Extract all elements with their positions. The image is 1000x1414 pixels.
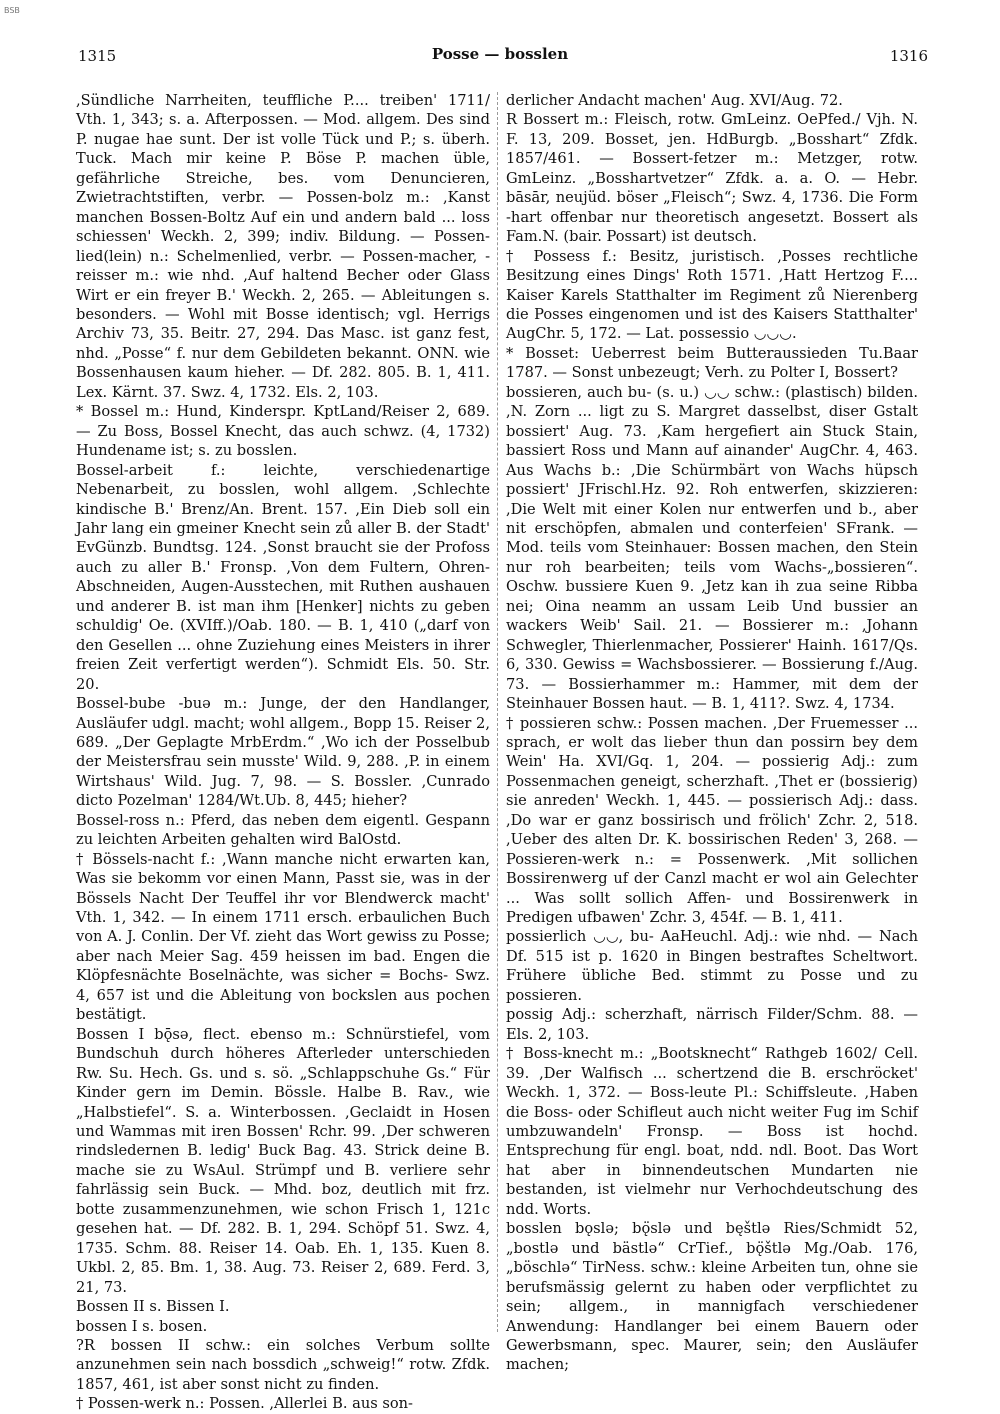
column-divider [497, 92, 498, 1332]
entry-bossieren: bossieren, auch bu- (s. u.) ◡◡ schw.: (plastisch) bilden. ,N. Zorn ... ligt zu S. Margret dasselbst, diser Gstalt bossiert' Aug. 73. ,Kam hergefiert ain Stuck Stain, bassiert Ross und Mann auf ainander' AugChr. 4, 463. Aus Wachs b.: ,Die Schürmbärt von Wachs hüpsch possiert' JFrischl.Hz. 92. Roh entwerfen, skizzieren: ,Die Welt mit einer Kolen nur entwerfen und b., aber nit erschöpfen, abmalen und conterfeien' SFrank. — Mod. teils vom Steinhauer: Bossen machen, den Stein nur roh bearbeiten; teils vom Wachs-„bossieren“. Oschw. bussiere Kuen 9. ,Jetz kan ih zua seine Ribba nei; Oina neamm an ussam Leib Und bussier an wackers Weib' Sail. 21. — Bossierer m.: ,Johann Schwegler, Thierlenmacher, Possierer' Hainh. 1617/Qs. 6, 330. Gewiss = Wachsbossierer. — Bossierung f./Aug. 73. — Bossierhammer m.: Hammer, mit dem der Steinhauer Bossen haut. — B. 1, 411?. Swz. 4, 1734. [506, 383, 918, 713]
page-number-right: 1316 [889, 47, 928, 65]
entry-bossel: * Bossel m.: Hund, Kinderspr. KptLand/Reiser 2, 689. — Zu Boss, Bossel Knecht, das auch schwz. (4, 1732) Hundename ist; s. zu bosslen. [76, 403, 490, 460]
left-column [76, 91, 490, 1413]
entry-boss-knecht: † Boss-knecht m.: „Bootsknecht“ Rathgeb 1602/ Cell. 39. ,Der Walfisch ... schertzend die B. erschröcket' Weckh. 1, 372. — Boss-leute Pl.: Schiffsleute. ,Haben die Boss- oder Schifleut auch nicht weiter Fug im Schif umbzuwandeln' Fronsp. — Boss ist hochd. Entsprechung für engl. boat, ndd. ndl. Boot. Das Wort hat aber in binnendeutschen Mundarten nie bestanden, ist vielmehr nur Verhochdeutschung des ndd. Worts. [506, 1045, 918, 1218]
entry-bossel-arbeit: Bossel-arbeit f.: leichte, verschiedenartige Nebenarbeit, zu bosslen, wohl allgem. ,Schlechte kindische B.' Brenz/An. Brent. 157. ,Ein Dieb soll ein Jahr lang ein gmeiner Knecht sein zů aller B. der Stadt' EvGünzb. Bundtsg. 124. ,Sonst braucht sie der Profoss auch zu aller B.' Fronsp. ,Von dem Fultern, Ohren-Abschneiden, Augen-Ausstechen, mit Ruthen aushauen und anderer B. ist man ihm [Henker] nichts zu geben schuldig' Oe. (XVIff.)/Oab. 180. — B. 1, 410 („darf von den Gesellen ... ohne Zuziehung eines Meisters in ihrer freien Zeit verfertigt werden“). Schmidt Els. 50. Str. 20. [76, 461, 490, 693]
entry-boessels-nacht: † Bössels-nacht f.: ,Wann manche nicht erwarten kan, Was sie bekomm vor einen Mann, Passt sie, was in der Bössels Nacht Der Teuffel ihr vor Blendwerck macht' Vth. 1, 342. — In einem 1711 ersch. erbaulichen Buch von A. J. Conlin. Der Vf. zieht das Wort gewiss zu Posse; aber nach Meier Sag. 459 heissen im bad. Engen die Klöpfesnächte Boselnächte, was sicher = Bochs- Swz. 4, 657 ist und die Ableitung von bockslen aus pochen bestätigt. [76, 850, 490, 1024]
entry-possieren: † possieren schw.: Possen machen. ,Der Fruemesser ... sprach, er wolt das lieber thun dan possirn bey dem Wein' Ha. XVI/Gq. 1, 204. — possierig Adj.: zum Possenmachen geneigt, scherzhaft. ,Thet er (bossierig) sie anreden' Weckh. 1, 445. — possierisch Adj.: dass. ,Do war er ganz bossirisch und frölich' Zchr. 2, 518. ,Ueber des alten Dr. K. bossirischen Reden' 3, 268. — Possieren-werk n.: = Possenwerk. ,Mit sollichen Bossirenwerg uf der Canzl macht er wol ain Gelechter ... Was sollt sollich Affen- und Bossirenwerk in Predigen ufbawen' Zchr. 3, 454f. — B. 1, 411. [506, 714, 918, 927]
entry-possierlich: possierlich ◡◡, bu- AaHeuchl. Adj.: wie nhd. — Nach Df. 515 ist p. 1620 in Bingen bestraftes Scheltwort. Frühere übliche Bed. stimmt zu Posse und zu possieren. [506, 928, 918, 1004]
entry-possig: possig Adj.: scherzhaft, närrisch Filder/Schm. 88. — Els. 2, 103. [506, 1006, 918, 1043]
entry-bosslen: bosslen bǫslə; bǫ̈slə und bęštlə Ries/Schmidt 52, „bostlə und bästlə“ CrTief., bǫ̈štlə Mg./Oab. 176, „böschlə“ TirNess. schw.: kleine Arbeiten tun, ohne sie berufsmässig gelernt zu haben oder verpflichtet zu sein; allgem., in mannigfach verschiedener Anwendung: Handlanger bei einem Bauern oder Gewerbsmann, spec. Maurer, sein; den Ausläufer machen; [506, 1220, 918, 1374]
entry-bossel-bube: Bossel-bube -buə m.: Junge, der den Handlanger, Ausläufer udgl. macht; wohl allgem., Bopp 15. Reiser 2, 689. „Der Geplagte MrbErdm.“ ,Wo ich der Posselbub der Meistersfrau sein musste' Wild. 9, 288. ,P. in einem Wirtshaus' Wild. Jug. 7, 98. — S. Bossler. ,Cunrado dicto Pozelman' 1284/Wt.Ub. 8, 445; hieher? [76, 695, 490, 810]
page-number-left: 1315 [78, 47, 117, 65]
entry-bosset: * Bosset: Ueberrest beim Butteraussieden Tu.Baar 1787. — Sonst unbezeugt; Verh. zu Polter I, Bossert? [506, 344, 918, 382]
library-watermark: BSB [4, 6, 20, 15]
entry-bossel-ross: Bossel-ross n.: Pferd, das neben dem eigentl. Gespann zu leichten Arbeiten gehalten wird BalOstd. [76, 811, 490, 849]
entry-bossen-i: Bossen I bǭsə, flect. ebenso m.: Schnürstiefel, vom Bundschuh durch höheres Afterleder unterschieden Rw. Su. Hech. Gs. und s. sö. „Schlappschuhe Gs.“ Für Kinder gern im Demin. Bössle. Halbe B. Rav., wie „Halbstiefel“. S. a. Winterbossen. ,Geclaidt in Hosen und Wammas mit iren Bossen' Rchr. 99. ,Der schweren rindsledernen B. ledig' Buck Bag. 43. Strick deine B. mache sie zu WsAul. Strümpf und B. verliere sehr fahrlässig sein Buck. — Mhd. boz, deutlich mit frz. botte zusammenzunehmen, wie schon Frisch 1, 121c gesehen hat. — Df. 282. B. 1, 294. Schöpf 51. Swz. 4, 1735. Schm. 88. Reiser 14. Oab. Eh. 1, 135. Kuen 8. Ukbl. 2, 85. Bm. 1, 38. Aug. 73. Reiser 2, 689. Ferd. 3, 21, 73. [76, 1025, 490, 1296]
entry-bossen-ii: Bossen II s. Bissen I. [76, 1298, 230, 1316]
entry-possen-werk: † Possen-werk n.: Possen. ,Allerlei B. aus son- [76, 1395, 413, 1413]
right-column [506, 91, 918, 1374]
entry-possen-werk-continued: derlicher Andacht machen' Aug. XVI/Aug. 72. [506, 92, 843, 109]
entry-posse: ,Sündliche Narrheiten, teuffliche P.... treiben' 1711/ Vth. 1, 343; s. a. Afterpossen. — Mod. allgem. Des sind P. nugae hae sunt. Der ist volle Tück und P.; s. überh. Tuck. Mach mir keine P. Böse P. machen üble, gefährliche Streiche, bes. vom Denuncieren, Zwietrachtstiften, verbr. — Possen-bolz m.: ,Kanst manchen Bossen-Boltz Auf ein und andern bald ... loss schiessen' Weckh. 2, 399; indiv. Bildung. — Possen-lied(lein) n.: Schelmenlied, verbr. — Possen-macher, -reisser m.: wie nhd. ,Auf haltend Becher oder Glass Wirt er ein freyer B.' Weckh. 2, 265. — Ableitungen s. besonders. — Wohl mit Bosse identisch; vgl. Herrigs Archiv 73, 35. Beitr. 27, 294. Das Masc. ist ganz fest, nhd. „Posse“ f. nur dem Gebildeten bekannt. ONN. wie Bossenhausen kaum hieher. — Df. 282. 805. B. 1, 411. Lex. Kärnt. 37. Swz. 4, 1732. Els. 2, 103. [76, 92, 490, 401]
entry-possess: † Possess f.: Besitz, juristisch. ,Posses rechtliche Besitzung eines Dings' Roth 1571. ,Hatt Hertzog F.... Kaiser Karels Statthalter im Regiment zů Nierenberg die Posses eingenomen und ist des Kaisers Statthalter' AugChr. 5, 172. — Lat. possessio ◡◡◡. [506, 247, 918, 343]
entry-bossert: R Bossert m.: Fleisch, rotw. GmLeinz. OePfed./ Vjh. N. F. 13, 209. Bosset, jen. HdBurgb. „Bosshart“ Zfdk. 1857/461. — Bossert-fetzer m.: Metzger, rotw. GmLeinz. „Bosshartvetzer“ Zfdk. a. a. O. — Hebr. bāsār, neujüd. böser „Fleisch“; Swz. 4, 1736. Die Form -hart offenbar nur theoretisch angesetzt. Bossert als Fam.N. (bair. Possart) ist deutsch. [506, 111, 918, 246]
entry-bossen-i-verb: bossen I s. bosen. [76, 1317, 208, 1335]
running-title: Posse — bosslen [431, 45, 569, 63]
entry-bossen-ii-verb: ?R bossen II schw.: ein solches Verbum sollte anzunehmen sein nach bossdich „schweig!“ rotw. Zfdk. 1857, 461, ist aber sonst nicht zu finden. [76, 1337, 490, 1393]
